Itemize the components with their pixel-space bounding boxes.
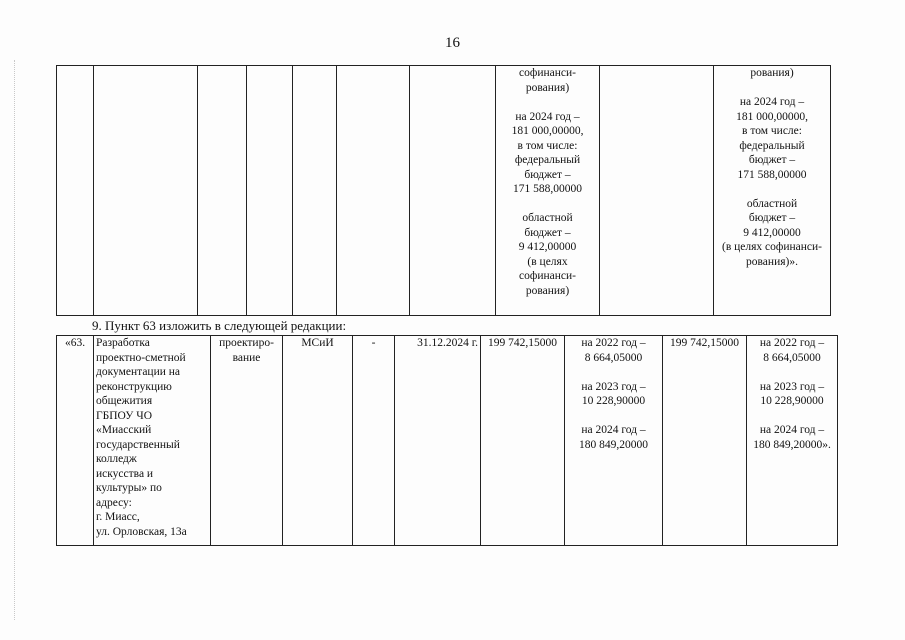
customer-cell: МСиИ [283,336,353,546]
funding-by-year-cell: рования) на 2024 год – 181 000,00000, в том числе: федеральный бюджет – 171 588,00000 областной бюджет – 9 412,00000 (в целях софинанси- рования)». [714,66,831,316]
empty-cell [94,66,198,316]
item-63-table [56,335,838,546]
empty-cell [247,66,293,316]
deadline-cell: 31.12.2024 г. [395,336,481,546]
total-cost-cell: 199 742,15000 [663,336,747,546]
section-heading: 9. Пункт 63 изложить в следующей редакции: [92,318,347,333]
table-row [57,66,831,316]
table-row [57,336,838,546]
empty-cell [337,66,410,316]
scan-margin-line [14,60,15,620]
empty-cell [198,66,247,316]
empty-cell [57,66,94,316]
item-number-cell: «63. [57,336,94,546]
continued-table [56,65,831,316]
stage-cell: проектиро- вание [211,336,283,546]
dash-cell: - [353,336,395,546]
item-name-cell: Разработка проектно-сметной документации на реконструкцию общежития ГБПОУ ЧО «Миасский государственный колледж искусства и культуры» по адресу: г. Миасс, ул. Орловская, 13а [94,336,211,546]
estimated-cost-cell: 199 742,15000 [481,336,565,546]
funding-by-year-cell: на 2022 год – 8 664,05000 на 2023 год – 10 228,90000 на 2024 год – 180 849,20000». [747,336,838,546]
planned-funding-cell: на 2022 год – 8 664,05000 на 2023 год – 10 228,90000 на 2024 год – 180 849,20000 [565,336,663,546]
planned-funding-cell: софинанси- рования) на 2024 год – 181 000,00000, в том числе: федеральный бюджет – 171 588,00000 областной бюджет – 9 412,00000 (в целях софинанси- рования) [496,66,600,316]
empty-cell [410,66,496,316]
page-number: 16 [445,35,460,51]
empty-cell [293,66,337,316]
empty-cell [600,66,714,316]
